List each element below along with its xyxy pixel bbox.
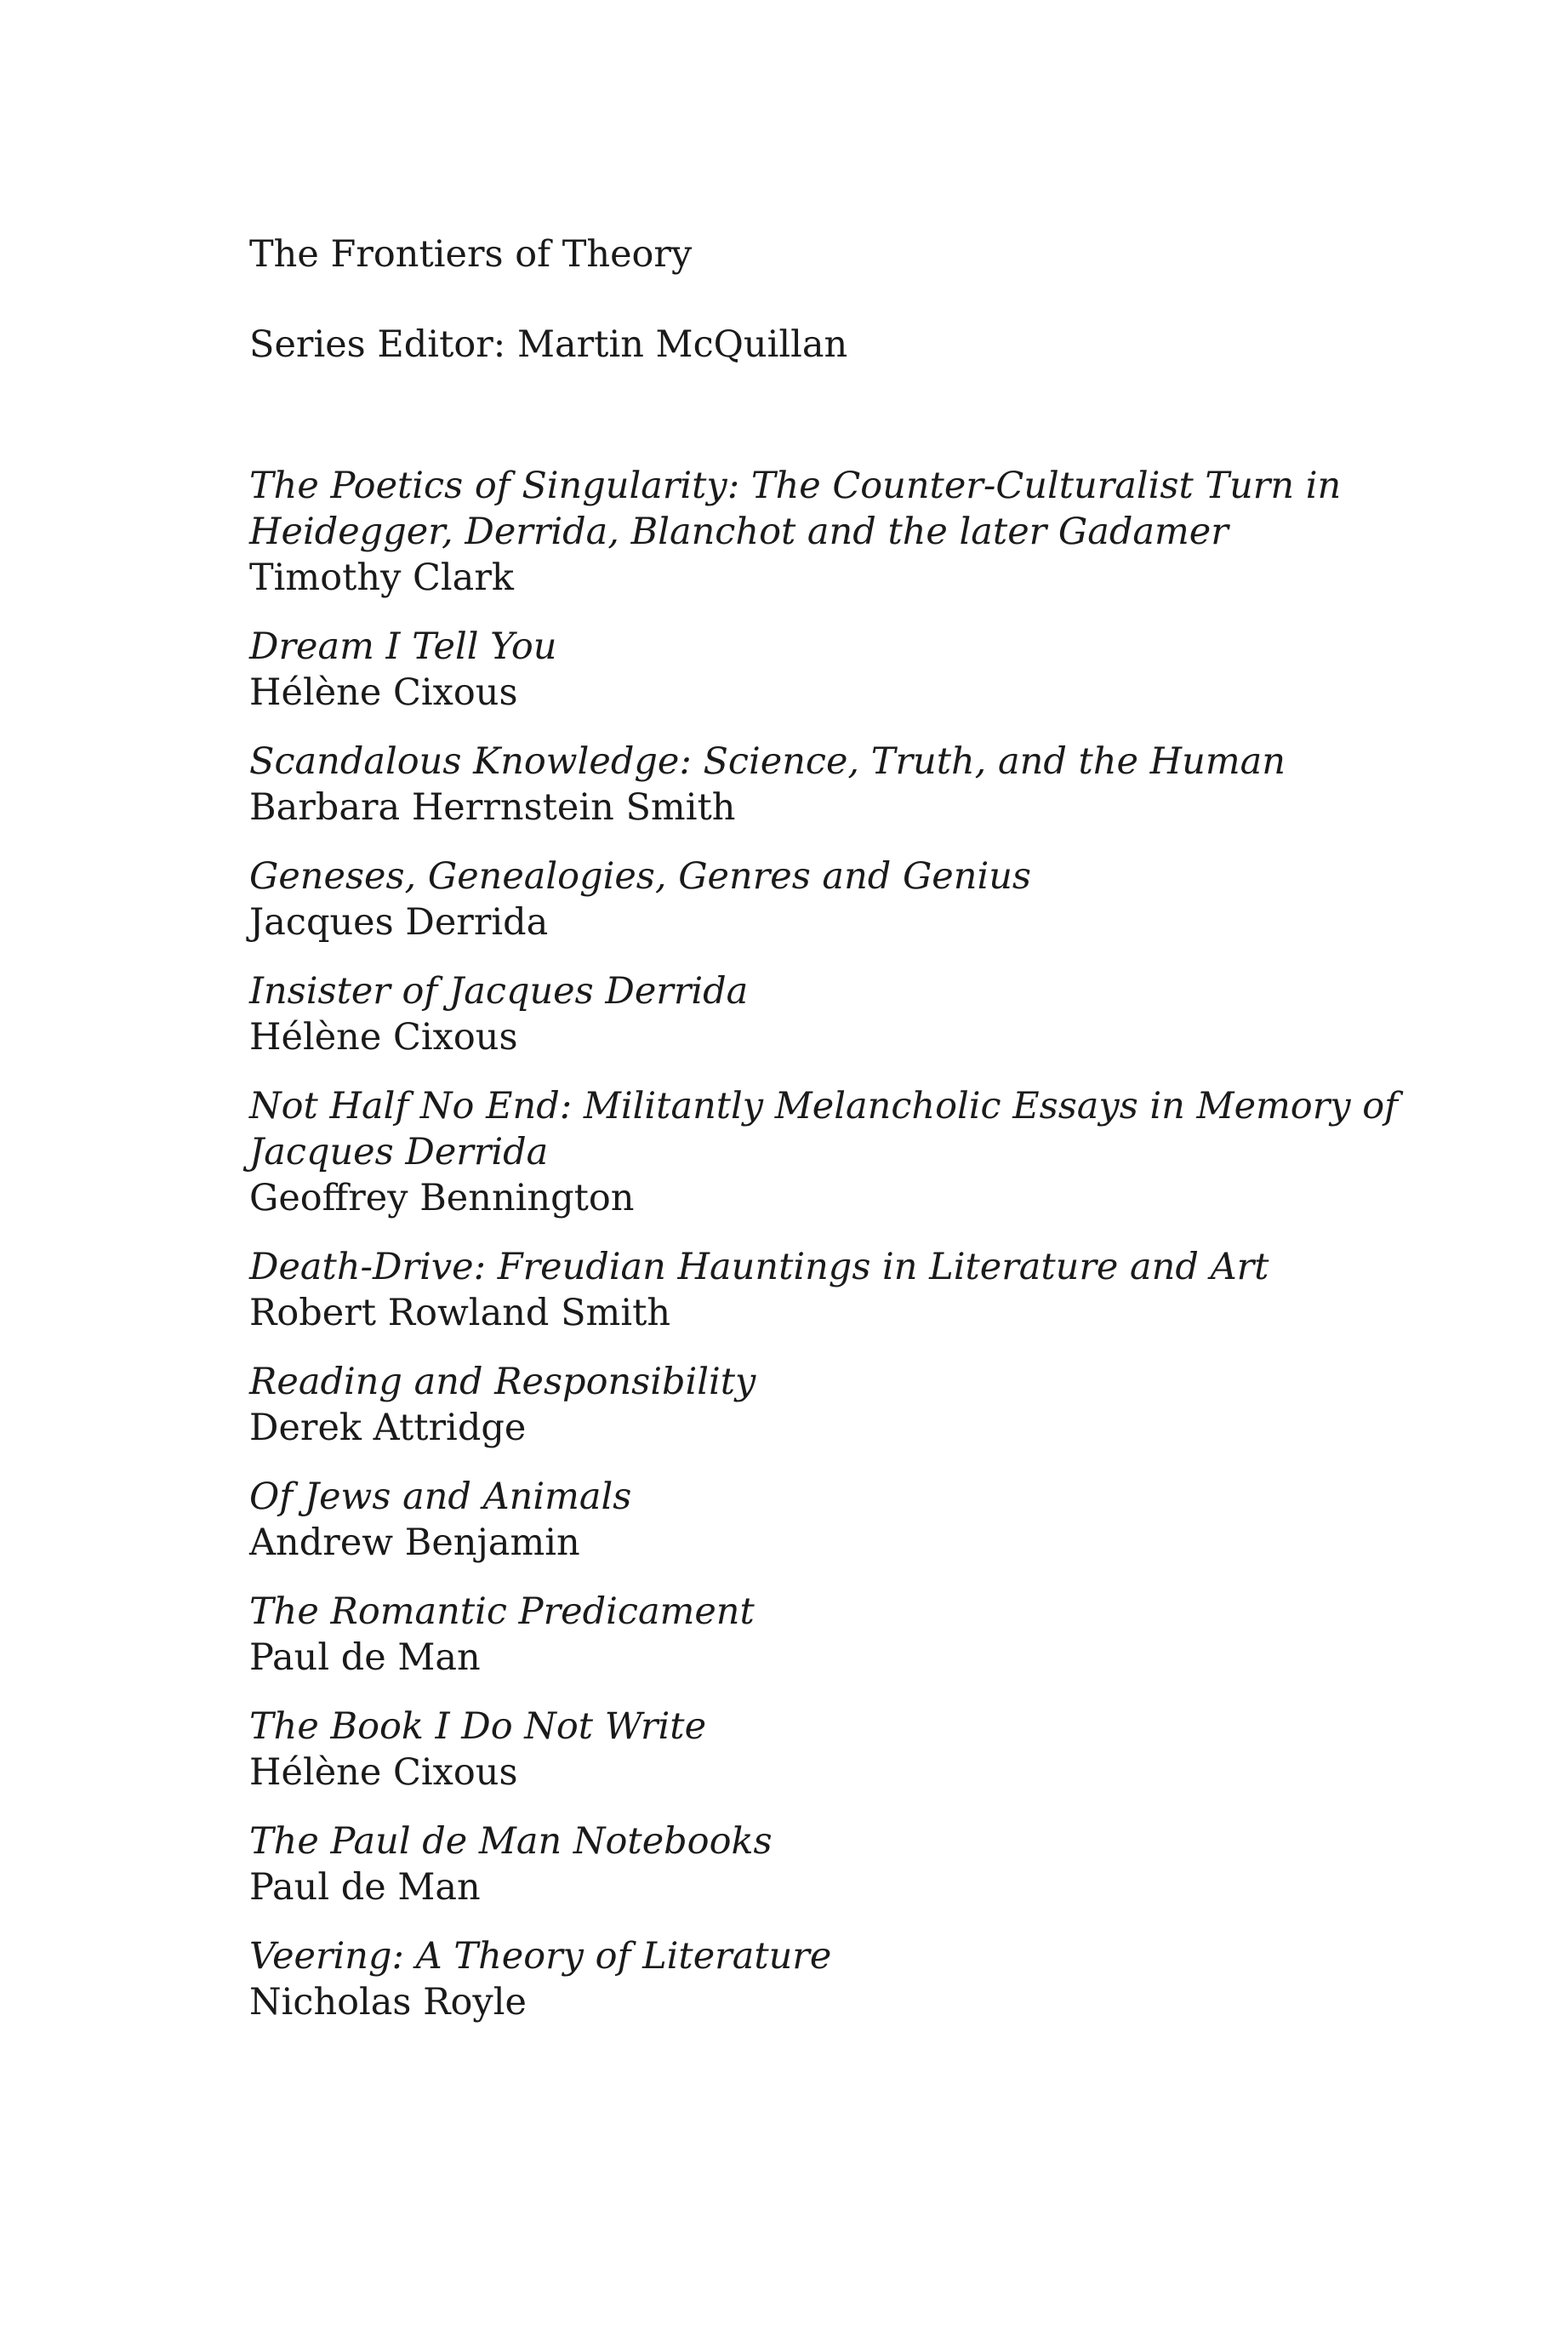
list-item: [249, 624, 1440, 716]
book-author: Hélène Cixous: [249, 1016, 518, 1059]
book-author: Geoffrey Bennington: [249, 1177, 635, 1219]
book-title: Not Half No End: Militantly Melancholic Essays in Memory of Jacques Derrida: [249, 1085, 1399, 1173]
list-item: [249, 1818, 1440, 1910]
list-item: [249, 1083, 1440, 1221]
book-title: Insister of Jacques Derrida: [249, 970, 749, 1013]
book-title: Death-Drive: Freudian Hauntings in Literature and Art: [249, 1246, 1269, 1288]
book-title: The Poetics of Singularity: The Counter-Culturalist Turn in Heidegger, Derrida, Blanchot and the later Gadamer: [249, 465, 1342, 553]
book-author: Paul de Man: [249, 1636, 481, 1679]
list-item: [249, 1359, 1440, 1451]
book-author: Hélène Cixous: [249, 1751, 518, 1794]
book-author: Timothy Clark: [249, 557, 514, 599]
book-author: Hélène Cixous: [249, 671, 518, 714]
book-title: The Romantic Predicament: [249, 1590, 755, 1633]
book-title: The Book I Do Not Write: [249, 1705, 707, 1748]
book-author: Robert Rowland Smith: [249, 1292, 671, 1334]
book-title: Reading and Responsibility: [249, 1361, 756, 1403]
list-item: [249, 1933, 1440, 2025]
list-item: [249, 739, 1440, 831]
list-item: [249, 1704, 1440, 1795]
book-author: Nicholas Royle: [249, 1981, 527, 2024]
book-author: Barbara Herrnstein Smith: [249, 786, 736, 829]
list-item: [249, 1589, 1440, 1681]
book-title: Dream I Tell You: [249, 625, 557, 668]
series-page: [249, 231, 1440, 2048]
series-title: The Frontiers of Theory: [249, 233, 693, 276]
book-author: Andrew Benjamin: [249, 1521, 580, 1564]
book-title: Veering: A Theory of Literature: [249, 1935, 832, 1978]
list-item: [249, 463, 1440, 601]
book-title: The Paul de Man Notebooks: [249, 1820, 773, 1863]
book-list: [249, 463, 1440, 2025]
book-author: Jacques Derrida: [249, 901, 549, 944]
list-item: [249, 853, 1440, 945]
book-title: Scandalous Knowledge: Science, Truth, and the Human: [249, 740, 1286, 783]
list-item: [249, 1474, 1440, 1566]
book-author: Paul de Man: [249, 1866, 481, 1909]
book-title: Geneses, Genealogies, Genres and Genius: [249, 855, 1031, 898]
book-title: Of Jews and Animals: [249, 1476, 632, 1518]
list-item: [249, 1244, 1440, 1336]
list-item: [249, 968, 1440, 1060]
series-editor: Series Editor: Martin McQuillan: [249, 323, 848, 366]
book-author: Derek Attridge: [249, 1407, 527, 1449]
